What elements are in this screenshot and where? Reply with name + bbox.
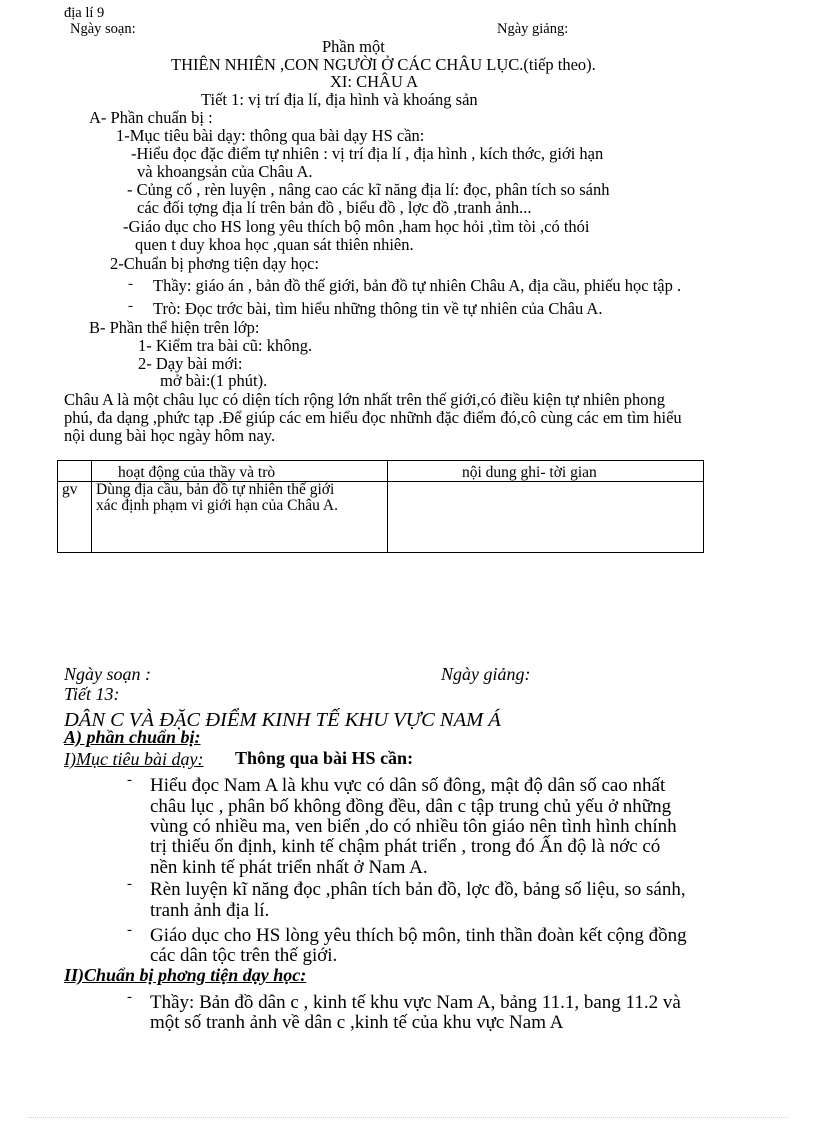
goal-2-1-line-5: nền kinh tế phát triển nhất ở Nam A. <box>150 857 428 878</box>
preparation-heading-2: II)Chuẩn bị phơng tiện dạy học: <box>64 965 307 985</box>
goal-2-line-1: - Củng cố , rèn luyện , nâng cao các kĩ năng địa lí: đọc, phân tích so sánh <box>127 180 610 199</box>
preparation-heading: 2-Chuẩn bị phơng tiện dạy học: <box>110 254 319 273</box>
bullet-icon: - <box>127 922 132 938</box>
prep-2-line-1: Thầy: Bản đồ dân c , kinh tế khu vực Nam A, bảng 11.1, bang 11.2 và <box>150 992 681 1013</box>
subject-header: địa lí 9 <box>64 5 105 21</box>
intro-line-1: Châu A là một châu lục có diện tích rộng lớn nhất trên thế giới,có điều kiện tự nhiên phong <box>64 390 666 409</box>
date-taught-label: Ngày giảng: <box>497 21 569 37</box>
teach-new-lesson: 2- Dạy bài mới: <box>138 354 243 373</box>
lesson-number: Tiết 13: <box>64 684 120 704</box>
goals-heading: 1-Mục tiêu bài dạy: thông qua bài dạy HS cần: <box>116 126 425 145</box>
date-prepared-label: Ngày soạn: <box>70 21 136 37</box>
goal-2-2-line-2: tranh ảnh địa lí. <box>150 900 270 921</box>
check-old-lesson: 1- Kiểm tra bài cũ: không. <box>138 336 313 355</box>
goal-2-1-line-3: vùng có nhiều ma, ven biển ,do có nhiều tôn giáo nên tình hình chính <box>150 816 677 837</box>
bullet-icon: - <box>128 298 133 314</box>
bullet-icon: - <box>127 772 132 788</box>
bullet-icon: - <box>127 876 132 892</box>
table-cell-content <box>388 482 704 553</box>
goal-2-3-line-1: Giáo dục cho HS lòng yêu thích bộ môn, tinh thần đoàn kết cộng đồng <box>150 925 687 946</box>
table-header-row <box>58 461 704 482</box>
lesson-opening: mở bài:(1 phút). <box>160 371 268 390</box>
table-cell-role: gv <box>58 482 92 553</box>
goal-2-1-line-2: châu lục , phân bố không đồng đều, dân c tập trung chủ yếu ở những <box>150 796 672 817</box>
bullet-icon: - <box>127 989 132 1005</box>
goal-2-3-line-2: các dân tộc trên thế giới. <box>150 945 338 966</box>
prep-2-line-2: một số tranh ảnh về dân c ,kinh tế của khu vực Nam A <box>150 1012 564 1033</box>
goal-2-1-line-4: trị thiếu ổn định, kinh tế chậm phát triển , trong đó Ấn độ là nớc có <box>150 836 661 857</box>
table-cell-activity-text: Dùng địa cầu, bản đồ tự nhiên thế giới xác định phạm vi giới hạn của Châu A. <box>96 481 338 514</box>
goal-1-line-2: và khoangsản của Châu A. <box>137 162 313 181</box>
lesson-heading: DÂN C VÀ ĐẶC ĐIỂM KINH TẾ KHU VỰC NAM Á <box>64 709 501 731</box>
goal-2-2-line-1: Rèn luyện kĩ năng đọc ,phân tích bản đồ, lợc đồ, bảng số liệu, so sánh, <box>150 879 686 900</box>
date-prepared-label-2: Ngày soạn : <box>64 664 151 684</box>
prep-student: Trò: Đọc trớc bài, tìm hiểu những thông tin về tự nhiên của Châu A. <box>153 299 603 318</box>
intro-line-3: nội dung bài học ngày hôm nay. <box>64 426 276 445</box>
bullet-icon: - <box>128 276 133 292</box>
goal-1-line-1: -Hiểu đọc đặc điểm tự nhiên : vị trí địa lí , địa hình , kích thớc, giới hạn <box>131 144 604 163</box>
table-header-cell <box>58 461 92 482</box>
section-a-heading-2: A) phần chuẩn bị: <box>64 727 201 747</box>
prep-teacher: Thầy: giáo án , bản đồ thế giới, bản đồ tự nhiên Châu A, địa cầu, phiếu học tập . <box>153 276 682 295</box>
goals-label-2: I)Mục tiêu bài dạy: <box>64 749 204 769</box>
activity-table <box>57 460 704 553</box>
part-heading: Phần một <box>322 37 385 56</box>
section-a-heading: A- Phần chuẩn bị : <box>89 108 213 127</box>
table-cell-activity <box>92 482 388 553</box>
goal-3-line-1: -Giáo dục cho HS long yêu thích bộ môn ,ham học hỏi ,tìm tòi ,có thói <box>123 217 590 236</box>
table-row <box>58 482 704 553</box>
date-taught-label-2: Ngày giảng: <box>441 664 531 684</box>
section-b-heading: B- Phần thể hiện trên lớp: <box>89 318 260 337</box>
goal-3-line-2: quen t duy khoa học ,quan sát thiên nhiên. <box>135 235 414 254</box>
goals-intro-2: Thông qua bài HS cần: <box>235 748 414 768</box>
goal-2-line-2: các đối tợng địa lí trên bản đồ , biểu đồ , lợc đồ ,tranh ảnh... <box>137 198 532 217</box>
document-title: THIÊN NHIÊN ,CON NGƯỜI Ở CÁC CHÂU LỤC.(tiếp theo). <box>171 55 596 74</box>
chapter-heading: XI: CHÂU A <box>330 72 419 91</box>
table-header-content: nội dung ghi- tời gian <box>388 461 704 482</box>
table-header-activity: hoạt động của thầy và trò <box>92 461 388 482</box>
lesson-title: Tiết 1: vị trí địa lí, địa hình và khoáng sản <box>201 90 478 109</box>
page-bottom-divider <box>28 1117 788 1118</box>
goal-2-1-line-1: Hiểu đọc Nam A là khu vực có dân số đông, mật độ dân số cao nhất <box>150 775 666 796</box>
intro-line-2: phú, đa dạng ,phức tạp .Để giúp các em hiểu đọc nhữnh đặc điểm đó,cô cùng các em tìm hiểu <box>64 408 682 427</box>
